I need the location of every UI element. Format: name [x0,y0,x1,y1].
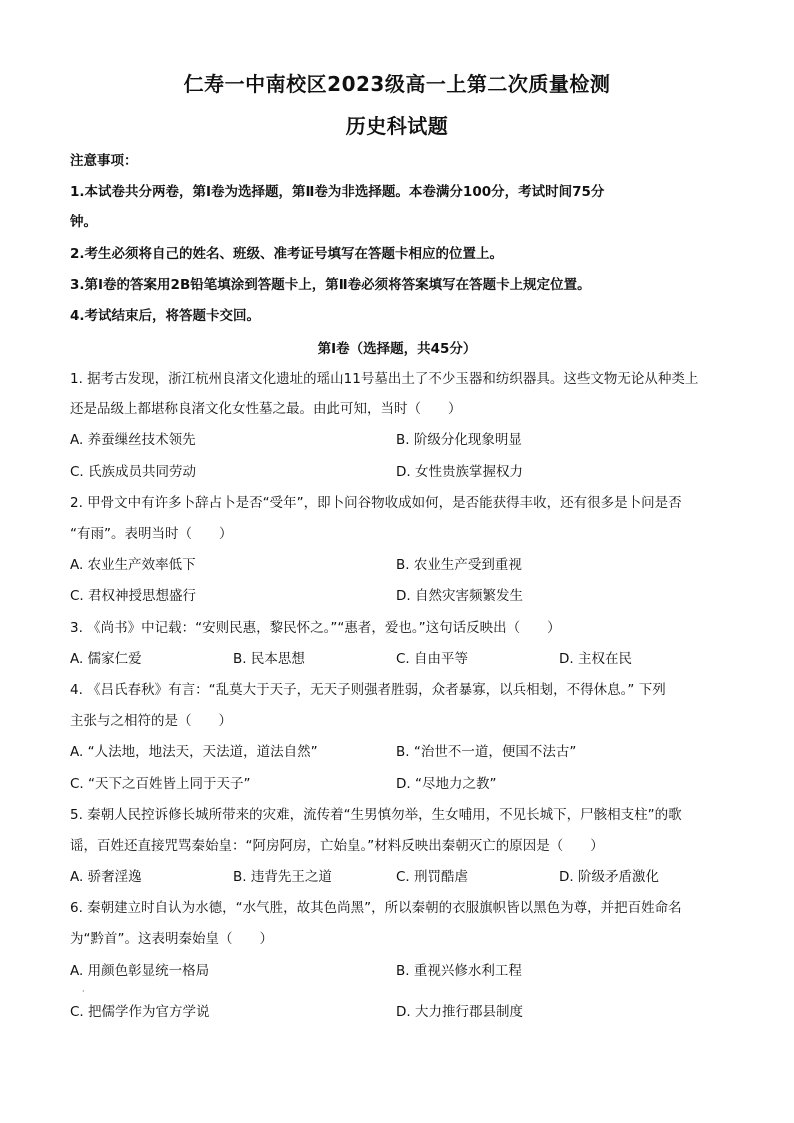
question-4-option-b: B. “治世不一道，便国不法古” [396,744,577,760]
question-6-option-d: D. 大力推行郡县制度 [396,1004,523,1020]
stray-dot: · [82,987,85,996]
question-6-option-a: A. 用颜色彰显统一格局 [70,963,210,979]
question-2-option-c: C. 君权神授思想盛行 [70,588,197,604]
question-3-option-a: A. 儒家仁爱 [70,651,142,667]
question-1-option-a: A. 养蚕缫丝技术领先 [70,432,196,448]
question-4-text: 主张与之相符的是（ ） [70,713,232,729]
question-3-text: 3. 《尚书》中记载：“安则民惠，黎民怀之。”“惠者，爱也。”这句话反映出（ ） [70,620,561,636]
question-6-option-b: B. 重视兴修水利工程 [396,963,522,979]
note-line: 钟。 [70,214,97,230]
question-2-text: “有雨”。表明当时（ ） [70,526,233,542]
notes-heading: 注意事项： [70,153,138,169]
question-6-text: 6. 秦朝建立时自认为水德，“水气胜，故其色尚黑”，所以秦朝的衣服旗帜皆以黑色为尊，并把百姓命名 [70,900,682,916]
exam-subtitle: 历史科试题 [345,114,449,138]
question-4-option-c: C. “天下之百姓皆上同于天子” [70,776,251,792]
question-4-option-a: A. “人法地，地法天，天法道，道法自然” [70,744,318,760]
question-3-option-c: C. 自由平等 [396,651,469,667]
question-5-option-a: A. 骄奢淫逸 [70,869,142,885]
question-5-option-d: D. 阶级矛盾激化 [559,869,659,885]
question-5-text: 5. 秦朝人民控诉修长城所带来的灾难，流传着“生男慎勿举，生女哺用，不见长城下，尸骸相支柱”的歌 [70,807,682,823]
question-5-option-b: B. 违背先王之道 [233,869,332,885]
question-3-option-d: D. 主权在民 [559,651,632,667]
question-5-text: 谣，百姓还直接咒骂秦始皇：“阿房阿房，亡始皇。”材料反映出秦朝灭亡的原因是（ ） [70,838,604,854]
part1-heading: 第Ⅰ卷（选择题，共45分） [317,341,477,357]
note-line: 2.考生必须将自己的姓名、班级、准考证号填写在答题卡相应的位置上。 [70,246,504,262]
note-line: 3.第Ⅰ卷的答案用2B铅笔填涂到答题卡上，第Ⅱ卷必须将答案填写在答题卡上规定位置。 [70,277,591,293]
question-2-option-d: D. 自然灾害频繁发生 [396,588,523,604]
note-line: 1.本试卷共分两卷，第Ⅰ卷为选择题，第Ⅱ卷为非选择题。本卷满分100分，考试时间75分 [70,184,605,200]
question-1-text: 1. 据考古发现，浙江杭州良渚文化遗址的瑶山11号墓出土了不少玉器和纺织器具。这些文物无论从种类上 [70,371,699,387]
question-1-option-c: C. 氏族成员共同劳动 [70,464,197,480]
question-1-text: 还是品级上都堪称良渚文化女性墓之最。由此可知，当时（ ） [70,401,462,417]
question-3-option-b: B. 民本思想 [233,651,305,667]
note-line: 4.考试结束后，将答题卡交回。 [70,308,261,324]
question-4-text: 4. 《吕氏春秋》有言：“乱莫大于天子，无天子则强者胜弱，众者暴寡，以兵相刬，不得休息。” 下列 [70,682,666,698]
question-6-option-c: C. 把儒学作为官方学说 [70,1004,210,1020]
question-1-option-b: B. 阶级分化现象明显 [396,432,522,448]
question-1-option-d: D. 女性贵族掌握权力 [396,464,523,480]
question-2-option-b: B. 农业生产受到重视 [396,557,522,573]
exam-title: 仁寿一中南校区2023级高一上第二次质量检测 [183,72,611,96]
question-6-text: 为“黔首”。这表明秦始皇（ ） [70,931,273,947]
question-2-option-a: A. 农业生产效率低下 [70,557,196,573]
question-2-text: 2. 甲骨文中有许多卜辞占卜是否“受年”，即卜问谷物收成如何，是否能获得丰收，还有很多是卜问是否 [70,495,682,511]
question-4-option-d: D. “尽地力之教” [396,776,497,792]
question-5-option-c: C. 刑罚酷虐 [396,869,469,885]
